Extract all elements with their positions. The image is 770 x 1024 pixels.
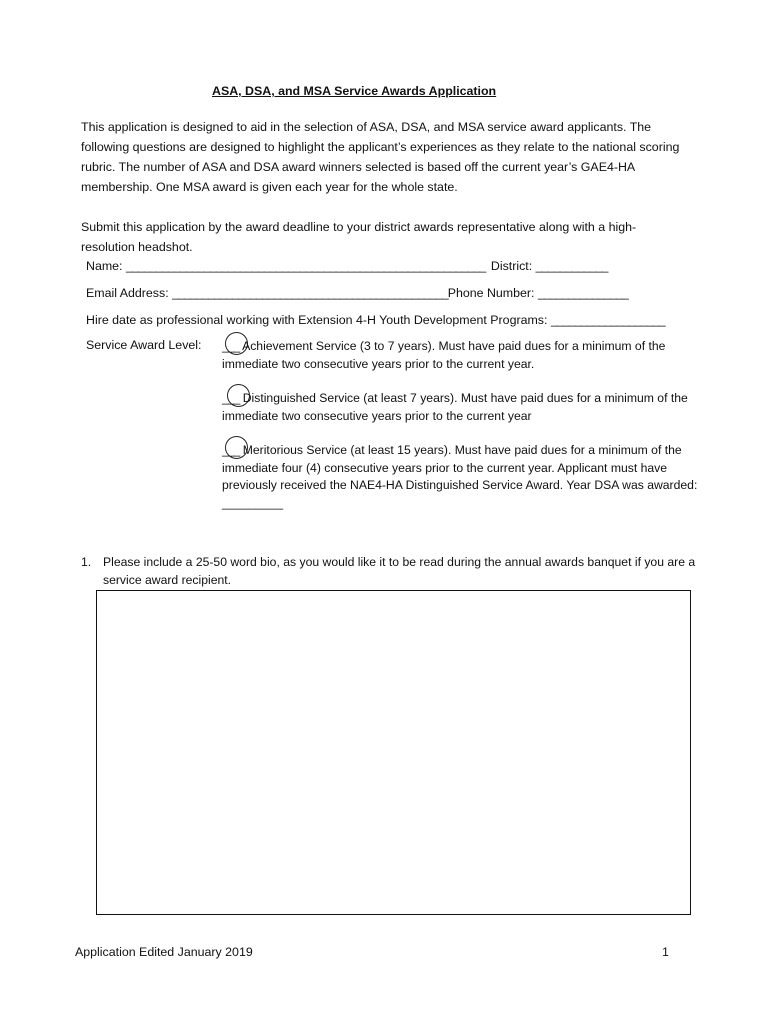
option-achievement <box>222 338 700 373</box>
hire-date-row <box>86 313 665 327</box>
submit-instructions: Submit this application by the award deadline to your district awards representative along with a high-resolution headshot. <box>81 220 637 254</box>
option-achievement-text: Achievement Service (3 to 7 years). Must have paid dues for a minimum of the immediate two consecutive years prior to the current year. <box>222 339 666 371</box>
question-1-text: Please include a 25-50 word bio, as you would like it to be read during the annual awards banquet if you are a service award recipient. <box>103 555 696 587</box>
district-label: District: <box>490 259 533 273</box>
option-meritorious <box>222 442 700 512</box>
hire-date-label: Hire date as professional working with Extension 4-H Youth Development Programs: <box>86 313 548 327</box>
option-achievement-blank: ___ <box>222 339 240 353</box>
email-row <box>86 286 628 300</box>
intro-paragraph: This application is designed to aid in the selection of ASA, DSA, and MSA service award applicants. The following questions are designed to highlight the applicant’s experiences as they relate to the national scoring rubric. The number of ASA and DSA award winners selected is based off the current year’s GAE4-HA membership. One MSA award is given each year for the whole state. <box>81 120 680 194</box>
option-meritorious-blank: ___ <box>222 443 240 457</box>
page-title: ASA, DSA, and MSA Service Awards Application <box>212 84 497 98</box>
question-1-number: 1. <box>81 555 92 569</box>
option-distinguished-text: Distinguished Service (at least 7 years). Must have paid dues for a minimum of the immediate two consecutive years prior to the current year <box>222 391 688 423</box>
option-distinguished-blank: ___ <box>222 391 240 405</box>
page-number: 1 <box>662 945 669 959</box>
bio-textarea[interactable] <box>96 590 691 915</box>
option-meritorious-text: Meritorious Service (at least 15 years). Must have paid dues for a minimum of the immediate four (4) consecutive years prior to the current year. Applicant must have previously received the NAE4-HA Distinguished Service Award. Year DSA was awarded: _________ <box>222 443 698 510</box>
option-distinguished <box>222 390 700 425</box>
district-field[interactable]: ____________ <box>535 259 608 273</box>
phone-label: Phone Number: <box>447 286 535 300</box>
footer-edited-date: Application Edited January 2019 <box>75 945 253 959</box>
name-label: Name: <box>86 259 123 273</box>
name-row <box>86 259 608 273</box>
email-label: Email Address: <box>86 286 169 300</box>
service-award-level-label: Service Award Level: <box>86 338 202 352</box>
phone-field[interactable]: _______________ <box>537 286 628 300</box>
name-field[interactable]: ____________________________________________________________ <box>125 259 486 273</box>
hire-date-field[interactable]: ___________________ <box>550 313 665 327</box>
email-field[interactable]: ______________________________________________ <box>172 286 448 300</box>
